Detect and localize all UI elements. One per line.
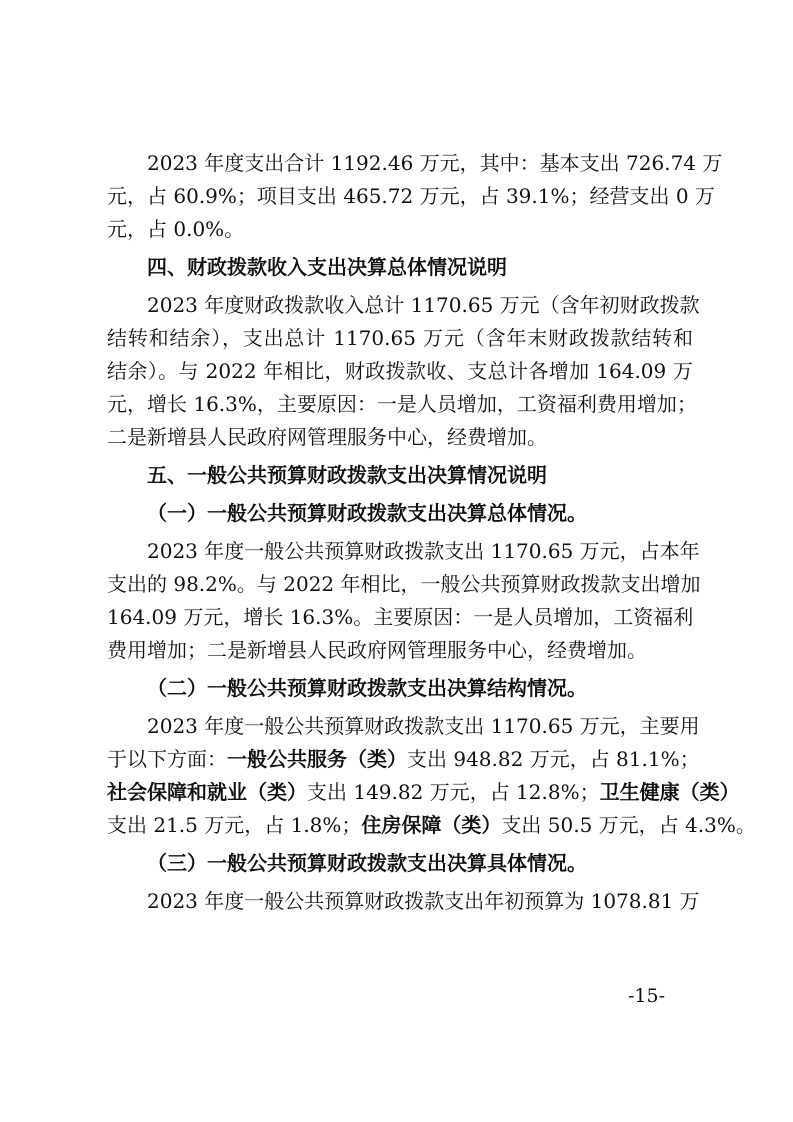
- section-heading-4: 四、财政拨款收入支出决算总体情况说明: [147, 255, 507, 279]
- paragraph-line: 2023 年度支出合计 1192.46 万元，其中：基本支出 726.74 万: [147, 151, 723, 175]
- paragraph-line: 2023 年度一般公共预算财政拨款支出 1170.65 万元，占本年: [147, 539, 700, 563]
- paragraph-line: 元，占 60.9%；项目支出 465.72 万元，占 39.1%；经营支出 0 万: [107, 184, 715, 208]
- paragraph-line: [107, 776, 740, 809]
- subsection-heading-1: （一）一般公共预算财政拨款支出决算总体情况。: [147, 501, 587, 525]
- paragraph-line: 二是新增县人民政府网管理服务中心，经费增加。: [107, 425, 547, 449]
- bold-category: 卫生健康（类）: [599, 780, 740, 804]
- section-heading-5: 五、一般公共预算财政拨款支出决算情况说明: [147, 463, 547, 487]
- text-run: 于以下方面：: [107, 747, 227, 771]
- page-number: -15-: [628, 985, 666, 1007]
- paragraph-line: 2023 年度财政拨款收入总计 1170.65 万元（含年初财政拨款: [147, 293, 700, 317]
- paragraph-line: 元，增长 16.3%，主要原因：一是人员增加，工资福利费用增加；: [107, 392, 697, 416]
- bold-category: 住房保障（类）: [361, 813, 502, 837]
- text-run: 支出 50.5 万元，占 4.3%。: [501, 813, 756, 837]
- paragraph-line: 元，占 0.0%。: [107, 217, 245, 241]
- paragraph-line: 164.09 万元，增长 16.3%。主要原因：一是人员增加，工资福利: [107, 605, 694, 629]
- paragraph-line: 结转和结余），支出总计 1170.65 万元（含年末财政拨款结转和: [107, 326, 693, 350]
- paragraph-line: 费用增加；二是新增县人民政府网管理服务中心，经费增加。: [107, 638, 647, 662]
- paragraph-line: [107, 743, 700, 776]
- bold-category: 一般公共服务（类）: [227, 747, 407, 771]
- paragraph-line: 结余）。与 2022 年相比，财政拨款收、支总计各增加 164.09 万: [107, 359, 693, 383]
- bold-category: 社会保障和就业（类）: [107, 780, 307, 804]
- paragraph-line: 2023 年度一般公共预算财政拨款支出 1170.65 万元，主要用: [147, 714, 700, 738]
- paragraph-line: 支出的 98.2%。与 2022 年相比，一般公共预算财政拨款支出增加: [107, 572, 701, 596]
- text-run: 支出 21.5 万元，占 1.8%；: [107, 813, 362, 837]
- paragraph-line: [107, 809, 756, 842]
- paragraph-line: 2023 年度一般公共预算财政拨款支出年初预算为 1078.81 万: [147, 889, 700, 913]
- subsection-heading-2: （二）一般公共预算财政拨款支出决算结构情况。: [147, 676, 587, 700]
- text-run: 支出 149.82 万元，占 12.8%；: [307, 780, 600, 804]
- subsection-heading-3: （三）一般公共预算财政拨款支出决算具体情况。: [147, 851, 587, 875]
- text-run: 支出 948.82 万元，占 81.1%；: [407, 747, 700, 771]
- document-body: [107, 147, 756, 918]
